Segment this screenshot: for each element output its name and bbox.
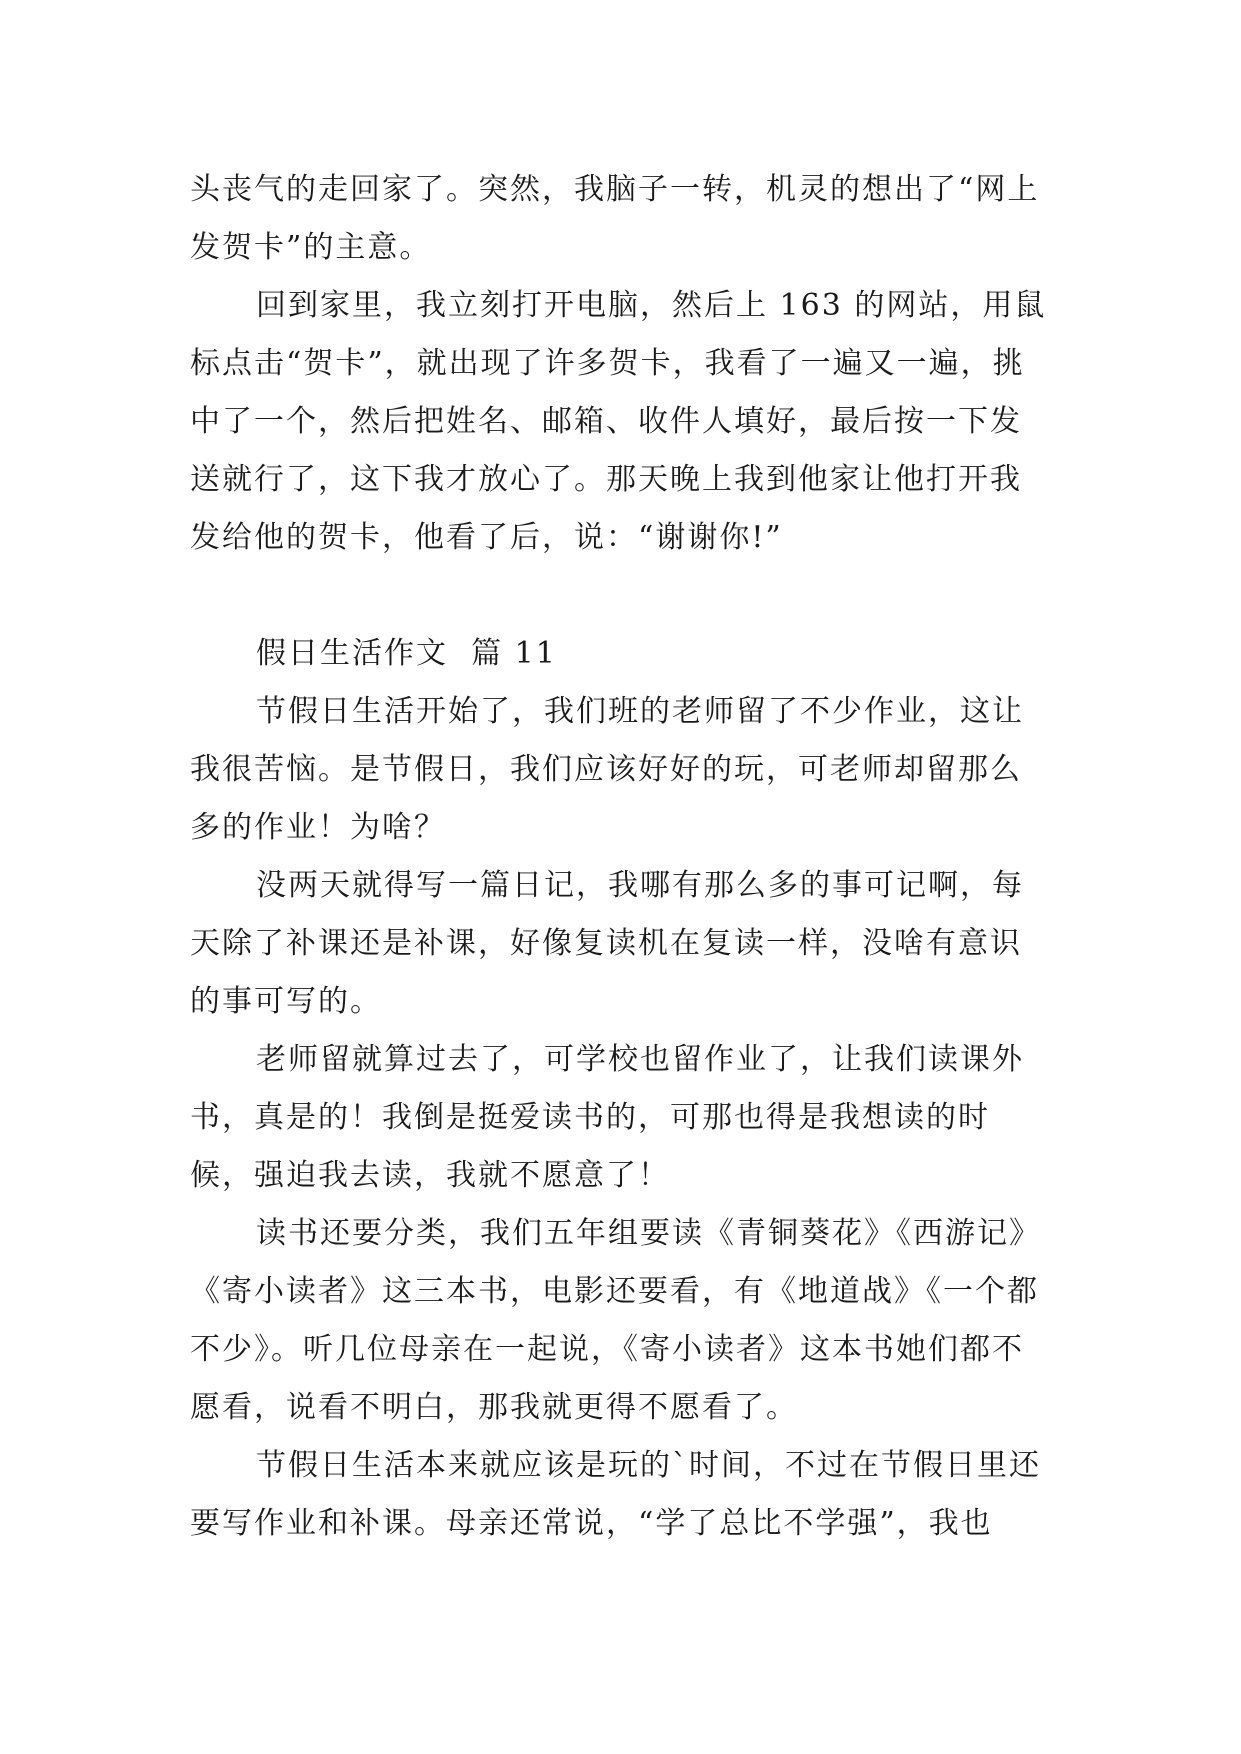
paragraph: 头丧气的走回家了。突然，我脑子一转，机灵的想出了“网上发贺卡”的主意。 [190,172,1040,265]
document-body [190,161,1050,1553]
paragraph: 节假日生活开始了，我们班的老师留了不少作业，这让我很苦恼。是节假日，我们应该好好的玩，可老师却留那么多的作业！为啥？ [190,694,1024,845]
paragraph: 没两天就得写一篇日记，我哪有那么多的事可记啊，每天除了补课还是补课，好像复读机在复读一样，没啥有意识的事可写的。 [190,868,1024,1019]
paragraph: 回到家里，我立刻打开电脑，然后上 163 的网站，用鼠标点击“贺卡”，就出现了许多贺卡，我看了一遍又一遍，挑中了一个，然后把姓名、邮箱、收件人填好，最后按一下发送就行了，这下我才放心了。那天晚上我到他家让他打开我发给他的贺卡，他看了后，说：“谢谢你!” [190,288,1047,555]
section-title: 假日生活作文 篇 11 [256,636,557,671]
paragraph: 读书还要分类，我们五年组要读《青铜葵花》《西游记》《寄小读者》这三本书，电影还要看，有《地道战》《一个都不少》。听几位母亲在一起说，《寄小读者》这本书她们都不愿看，说看不明白，那我就更得不愿看了。 [190,1216,1041,1425]
paragraph: 老师留就算过去了，可学校也留作业了，让我们读课外书，真是的！我倒是挺爱读书的，可那也得是我想读的时候，强迫我去读，我就不愿意了！ [190,1042,1024,1193]
paragraph: 节假日生活本来就应该是玩的`时间，不过在节假日里还要写作业和补课。母亲还常说，“学了总比不学强”，我也 [190,1448,1041,1541]
